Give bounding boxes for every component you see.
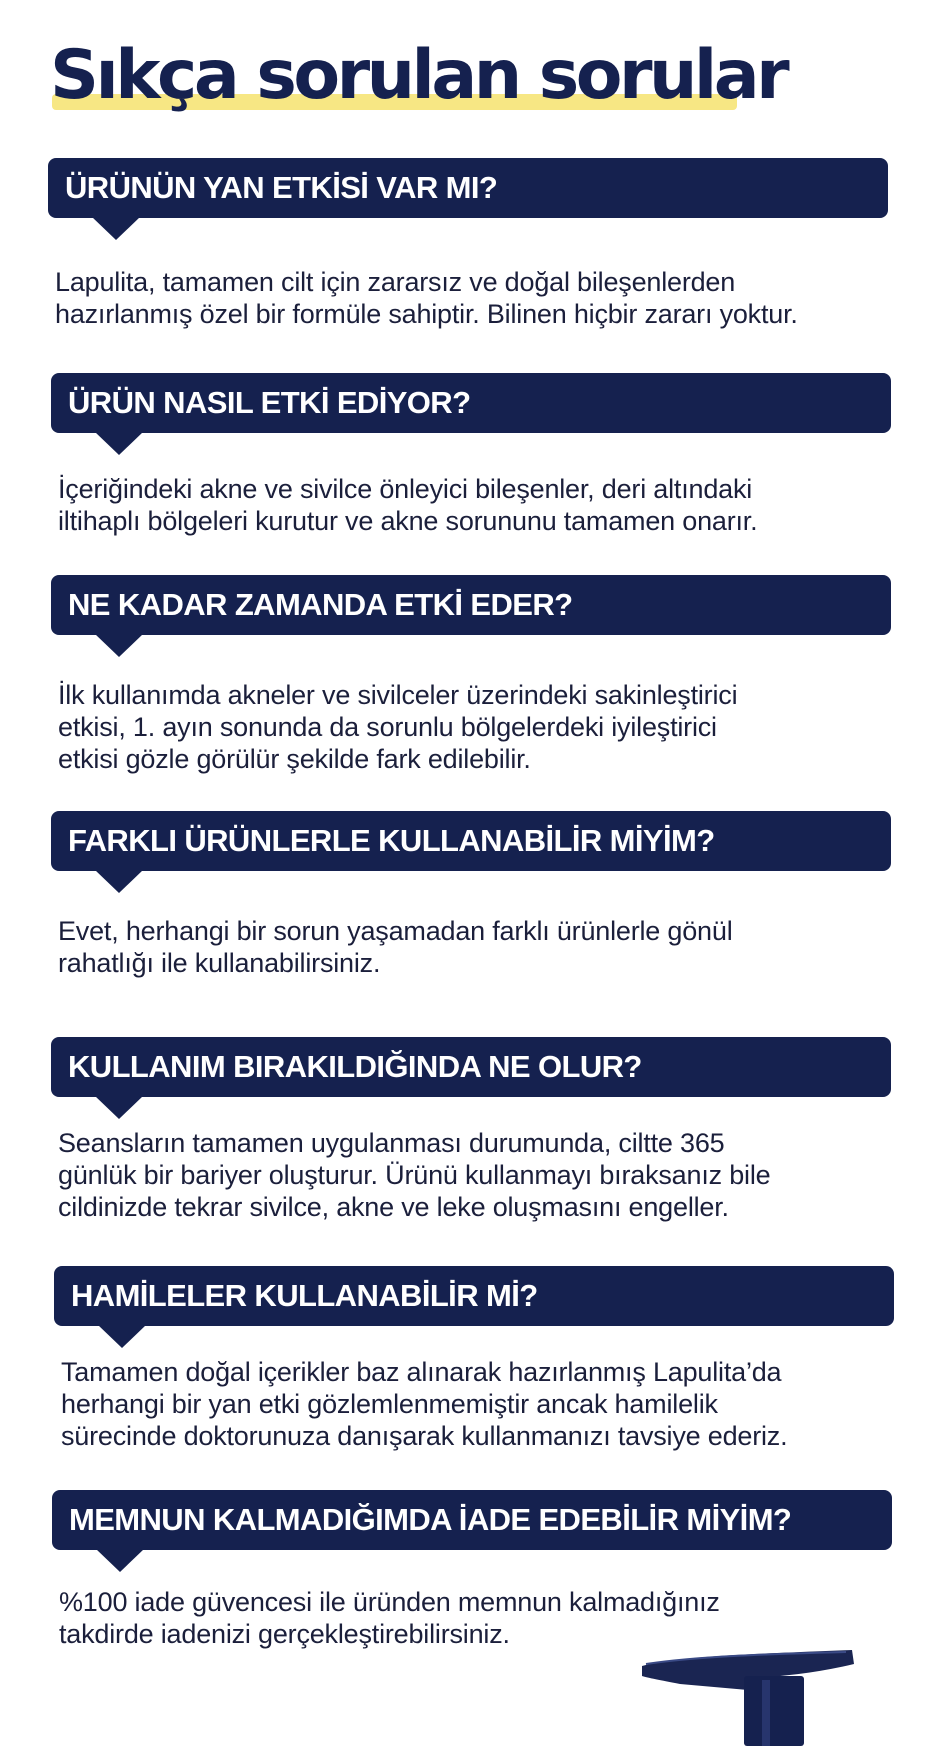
faq-question[interactable]: FARKLI ÜRÜNLERLE KULLANABİLİR MİYİM?: [51, 811, 891, 871]
faq-question[interactable]: HAMİLELER KULLANABİLİR Mİ?: [54, 1266, 894, 1326]
page-title: Sıkça sorulan sorular: [50, 36, 787, 115]
product-bottle-image: [640, 1650, 860, 1746]
faq-question[interactable]: ÜRÜNÜN YAN ETKİSİ VAR MI?: [48, 158, 888, 218]
faq-item: [52, 1490, 892, 1649]
faq-answer: İlk kullanımda akneler ve sivilceler üzerindeki sakinleştirici etkisi, 1. ayın sonunda da sorunlu bölgelerdeki iyileştirici etkisi gözle görülür şekilde fark edilebilir.: [58, 680, 738, 774]
faq-question[interactable]: NE KADAR ZAMANDA ETKİ EDER?: [51, 575, 891, 635]
faq-answer: %100 iade güvencesi ile üründen memnun kalmadığınız takdirde iadenizi gerçekleştirebilirsiniz.: [59, 1587, 720, 1649]
faq-item: [51, 1037, 891, 1222]
faq-item: [51, 811, 891, 978]
faq-answer: İçeriğindeki akne ve sivilce önleyici bileşenler, deri altındaki iltihaplı bölgeleri kurutur ve akne sorununu tamamen onarır.: [58, 474, 758, 536]
faq-item: [51, 373, 891, 536]
faq-item: [54, 1266, 894, 1451]
faq-answer: Tamamen doğal içerikler baz alınarak hazırlanmış Lapulita’da herhangi bir yan etki gözlemlenmemiştir ancak hamilelik sürecinde doktorunuza danışarak kullanmanızı tavsiye ederiz.: [61, 1357, 788, 1451]
faq-question[interactable]: KULLANIM BIRAKILDIĞINDA NE OLUR?: [51, 1037, 891, 1097]
faq-answer: Evet, herhangi bir sorun yaşamadan farklı ürünlerle gönül rahatlığı ile kullanabilirsiniz.: [58, 916, 733, 978]
faq-answer: Seansların tamamen uygulanması durumunda, ciltte 365 günlük bir bariyer oluşturur. Ürünü kullanmayı bıraksanız bile cildinizde tekrar sivilce, akne ve leke oluşmasını engeller.: [58, 1128, 771, 1222]
faq-question[interactable]: MEMNUN KALMADIĞIMDA İADE EDEBİLİR MİYİM?: [52, 1490, 892, 1550]
page-title-block: [50, 36, 787, 115]
faq-item: [51, 575, 891, 774]
faq-answer: Lapulita, tamamen cilt için zararsız ve doğal bileşenlerden hazırlanmış özel bir formüle sahiptir. Bilinen hiçbir zararı yoktur.: [55, 267, 798, 329]
faq-item: [48, 158, 888, 329]
faq-question[interactable]: ÜRÜN NASIL ETKİ EDİYOR?: [51, 373, 891, 433]
